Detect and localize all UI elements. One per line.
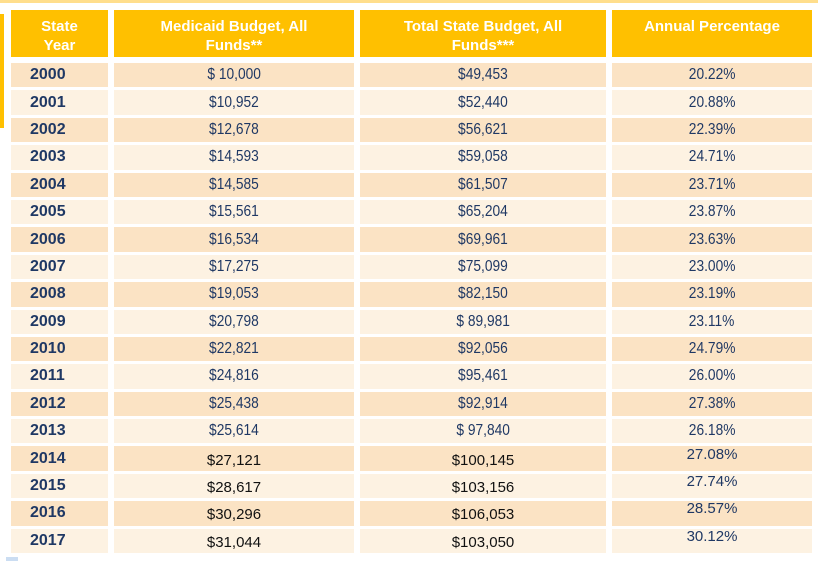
annual-percentage-value: 27.38% bbox=[688, 394, 736, 412]
cell-annual-percentage bbox=[606, 173, 812, 200]
medicaid-budget-value: $15,561 bbox=[209, 203, 259, 221]
total-state-budget-value: $52,440 bbox=[458, 93, 508, 111]
slide-edge-left-bar bbox=[0, 14, 4, 128]
cell-state-year bbox=[11, 63, 108, 90]
cell-annual-percentage bbox=[606, 145, 812, 172]
total-state-budget-value: $61,507 bbox=[458, 175, 508, 193]
table-row bbox=[11, 118, 812, 145]
annual-percentage-value: 23.11% bbox=[689, 312, 735, 330]
medicaid-budget-value: $14,585 bbox=[209, 175, 259, 193]
total-state-budget-value: $59,058 bbox=[458, 148, 508, 166]
cell-medicaid-budget bbox=[108, 419, 354, 446]
medicaid-budget-value: $17,275 bbox=[209, 257, 259, 275]
slide-edge-top-line bbox=[0, 0, 818, 3]
cell-total-state-budget bbox=[354, 227, 606, 254]
state-year-value: 2001 bbox=[30, 93, 66, 111]
cell-total-state-budget bbox=[354, 63, 606, 90]
table-row bbox=[11, 63, 812, 90]
annual-percentage-value: 20.88% bbox=[688, 93, 736, 111]
cell-annual-percentage bbox=[606, 364, 812, 391]
cell-annual-percentage bbox=[606, 227, 812, 254]
header-line: Funds** bbox=[205, 37, 263, 54]
annual-percentage-value: 23.63% bbox=[688, 230, 736, 248]
header-row bbox=[11, 10, 812, 63]
state-year-value: 2008 bbox=[30, 285, 66, 303]
cell-annual-percentage bbox=[606, 90, 812, 117]
total-state-budget-value: $49,453 bbox=[458, 66, 508, 84]
annual-percentage-value: 23.71% bbox=[688, 175, 736, 193]
total-state-budget-value: $106,053 bbox=[451, 506, 515, 524]
annual-percentage-value: 23.19% bbox=[688, 285, 736, 303]
cell-total-state-budget bbox=[354, 337, 606, 364]
cell-state-year bbox=[11, 392, 108, 419]
annual-percentage-value: 23.00% bbox=[688, 257, 736, 275]
medicaid-budget-value: $10,952 bbox=[209, 93, 259, 111]
state-year-value: 2012 bbox=[30, 394, 66, 412]
state-year-value: 2005 bbox=[30, 203, 66, 221]
cell-medicaid-budget bbox=[108, 529, 354, 556]
cell-state-year bbox=[11, 200, 108, 227]
state-year-value: 2015 bbox=[30, 477, 66, 495]
annual-percentage-value: 22.39% bbox=[688, 120, 736, 138]
cell-total-state-budget bbox=[354, 446, 606, 473]
cell-total-state-budget bbox=[354, 501, 606, 528]
header-line: Funds*** bbox=[451, 37, 515, 54]
table-row bbox=[11, 255, 812, 282]
cell-medicaid-budget bbox=[108, 63, 354, 90]
cell-medicaid-budget bbox=[108, 200, 354, 227]
cell-total-state-budget bbox=[354, 392, 606, 419]
cell-medicaid-budget bbox=[108, 501, 354, 528]
cell-medicaid-budget bbox=[108, 310, 354, 337]
table-row bbox=[11, 446, 812, 473]
table-row bbox=[11, 529, 812, 556]
cell-total-state-budget bbox=[354, 419, 606, 446]
cell-annual-percentage bbox=[606, 501, 812, 528]
header-line: Medicaid Budget, All bbox=[160, 18, 308, 35]
cell-total-state-budget bbox=[354, 90, 606, 117]
table-row bbox=[11, 282, 812, 309]
cell-state-year bbox=[11, 118, 108, 145]
annual-percentage-value: 24.79% bbox=[688, 340, 736, 358]
medicaid-budget-value: $14,593 bbox=[209, 148, 259, 166]
cell-state-year bbox=[11, 227, 108, 254]
medicaid-budget-table bbox=[11, 10, 812, 556]
cell-state-year bbox=[11, 501, 108, 528]
cell-medicaid-budget bbox=[108, 282, 354, 309]
col-header-annual-percentage bbox=[606, 10, 812, 63]
header-line: State bbox=[41, 18, 78, 35]
total-state-budget-value: $92,056 bbox=[458, 340, 508, 358]
cell-total-state-budget bbox=[354, 310, 606, 337]
medicaid-budget-value: $30,296 bbox=[206, 506, 262, 524]
col-header-medicaid-budget bbox=[108, 10, 354, 63]
medicaid-budget-value: $19,053 bbox=[209, 285, 259, 303]
cell-total-state-budget bbox=[354, 118, 606, 145]
state-year-value: 2016 bbox=[30, 504, 66, 522]
cell-annual-percentage bbox=[606, 310, 812, 337]
cell-state-year bbox=[11, 529, 108, 556]
medicaid-budget-value: $27,121 bbox=[206, 451, 262, 469]
cell-annual-percentage bbox=[606, 419, 812, 446]
medicaid-budget-value: $22,821 bbox=[209, 340, 259, 358]
table-row bbox=[11, 364, 812, 391]
cell-state-year bbox=[11, 419, 108, 446]
medicaid-budget-value: $25,438 bbox=[209, 394, 259, 412]
cell-annual-percentage bbox=[606, 337, 812, 364]
state-year-value: 2017 bbox=[30, 531, 66, 549]
state-year-value: 2000 bbox=[30, 66, 66, 84]
medicaid-budget-value: $31,044 bbox=[206, 533, 262, 551]
cell-state-year bbox=[11, 337, 108, 364]
cell-total-state-budget bbox=[354, 364, 606, 391]
state-year-value: 2007 bbox=[30, 257, 66, 275]
cell-medicaid-budget bbox=[108, 227, 354, 254]
table-row bbox=[11, 145, 812, 172]
total-state-budget-value: $103,156 bbox=[451, 479, 515, 497]
total-state-budget-value: $65,204 bbox=[458, 203, 508, 221]
cell-total-state-budget bbox=[354, 282, 606, 309]
col-header-state-year bbox=[11, 10, 108, 63]
cell-annual-percentage bbox=[606, 282, 812, 309]
total-state-budget-value: $82,150 bbox=[458, 285, 508, 303]
total-state-budget-value: $ 89,981 bbox=[456, 312, 510, 330]
annual-percentage-value: 24.71% bbox=[688, 148, 736, 166]
annual-percentage-value: 30.12% bbox=[686, 527, 738, 545]
cell-annual-percentage bbox=[606, 529, 812, 556]
medicaid-budget-value: $24,816 bbox=[209, 367, 259, 385]
table-row bbox=[11, 90, 812, 117]
cell-state-year bbox=[11, 282, 108, 309]
state-year-value: 2009 bbox=[30, 312, 66, 330]
table-row bbox=[11, 419, 812, 446]
cell-state-year bbox=[11, 173, 108, 200]
cell-annual-percentage bbox=[606, 474, 812, 501]
cell-medicaid-budget bbox=[108, 392, 354, 419]
cell-medicaid-budget bbox=[108, 337, 354, 364]
table-row bbox=[11, 200, 812, 227]
annual-percentage-value: 26.00% bbox=[688, 367, 736, 385]
cell-total-state-budget bbox=[354, 145, 606, 172]
cell-state-year bbox=[11, 145, 108, 172]
total-state-budget-value: $56,621 bbox=[458, 120, 508, 138]
table-row bbox=[11, 392, 812, 419]
annual-percentage-value: 27.74% bbox=[686, 473, 738, 491]
table-row bbox=[11, 474, 812, 501]
table-row bbox=[11, 337, 812, 364]
cell-medicaid-budget bbox=[108, 173, 354, 200]
medicaid-budget-value: $25,614 bbox=[209, 422, 259, 440]
table-row bbox=[11, 173, 812, 200]
state-year-value: 2003 bbox=[30, 148, 66, 166]
cell-total-state-budget bbox=[354, 173, 606, 200]
medicaid-budget-value: $ 10,000 bbox=[207, 66, 261, 84]
cell-medicaid-budget bbox=[108, 364, 354, 391]
cell-total-state-budget bbox=[354, 474, 606, 501]
total-state-budget-value: $103,050 bbox=[451, 533, 515, 551]
cell-medicaid-budget bbox=[108, 474, 354, 501]
medicaid-budget-value: $12,678 bbox=[209, 120, 259, 138]
cell-state-year bbox=[11, 255, 108, 282]
partial-shape-bottom-left bbox=[6, 557, 18, 561]
annual-percentage-value: 23.87% bbox=[688, 203, 736, 221]
cell-state-year bbox=[11, 90, 108, 117]
total-state-budget-value: $92,914 bbox=[458, 394, 508, 412]
state-year-value: 2002 bbox=[30, 120, 66, 138]
header-line: Year bbox=[43, 37, 76, 54]
table-row bbox=[11, 501, 812, 528]
table-row bbox=[11, 310, 812, 337]
header-line: Annual Percentage bbox=[644, 18, 780, 35]
cell-state-year bbox=[11, 364, 108, 391]
state-year-value: 2011 bbox=[30, 367, 65, 385]
state-year-value: 2013 bbox=[30, 422, 66, 440]
cell-medicaid-budget bbox=[108, 446, 354, 473]
cell-total-state-budget bbox=[354, 529, 606, 556]
total-state-budget-value: $69,961 bbox=[458, 230, 508, 248]
col-header-total-state-budget bbox=[354, 10, 606, 63]
cell-annual-percentage bbox=[606, 446, 812, 473]
state-year-value: 2004 bbox=[30, 175, 66, 193]
medicaid-budget-value: $16,534 bbox=[209, 230, 259, 248]
total-state-budget-value: $ 97,840 bbox=[456, 422, 510, 440]
medicaid-budget-value: $20,798 bbox=[209, 312, 259, 330]
cell-annual-percentage bbox=[606, 63, 812, 90]
annual-percentage-value: 27.08% bbox=[686, 445, 738, 463]
state-year-value: 2014 bbox=[30, 449, 66, 467]
table-row bbox=[11, 227, 812, 254]
medicaid-budget-value: $28,617 bbox=[206, 479, 262, 497]
annual-percentage-value: 20.22% bbox=[688, 66, 736, 84]
cell-total-state-budget bbox=[354, 255, 606, 282]
header-line: Total State Budget, All bbox=[403, 18, 563, 35]
cell-annual-percentage bbox=[606, 200, 812, 227]
annual-percentage-value: 26.18% bbox=[688, 422, 736, 440]
cell-state-year bbox=[11, 474, 108, 501]
cell-annual-percentage bbox=[606, 255, 812, 282]
cell-medicaid-budget bbox=[108, 255, 354, 282]
total-state-budget-value: $95,461 bbox=[458, 367, 508, 385]
cell-state-year bbox=[11, 446, 108, 473]
cell-total-state-budget bbox=[354, 200, 606, 227]
cell-medicaid-budget bbox=[108, 145, 354, 172]
total-state-budget-value: $75,099 bbox=[458, 257, 508, 275]
total-state-budget-value: $100,145 bbox=[451, 451, 515, 469]
cell-annual-percentage bbox=[606, 392, 812, 419]
cell-state-year bbox=[11, 310, 108, 337]
cell-medicaid-budget bbox=[108, 90, 354, 117]
annual-percentage-value: 28.57% bbox=[686, 500, 738, 518]
cell-annual-percentage bbox=[606, 118, 812, 145]
state-year-value: 2010 bbox=[30, 340, 66, 358]
cell-medicaid-budget bbox=[108, 118, 354, 145]
state-year-value: 2006 bbox=[30, 230, 66, 248]
